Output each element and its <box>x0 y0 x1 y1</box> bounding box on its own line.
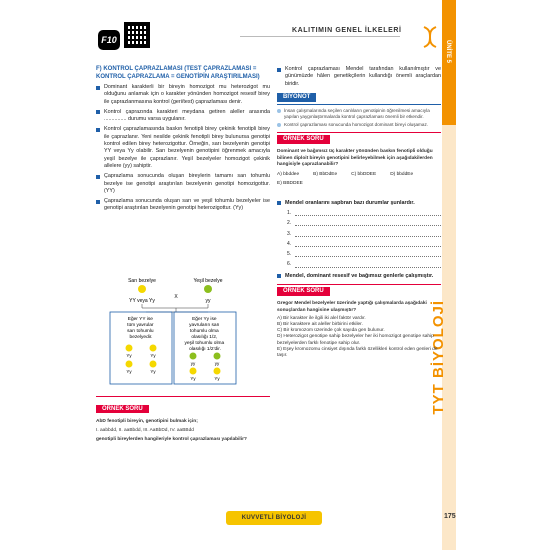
example-tag: ÖRNEK SORU <box>96 405 149 413</box>
bullet-mendel: Kontrol çaprazlaması Mendel tarafından kullanılmıştır ve günümüzde hâlen genetikçilerin kullandığı önemli araçlardan biridir. <box>277 66 441 88</box>
task-mendel-genes: Mendel, dominant resesif ve bağımsız genlerle çalışmıştır. <box>277 273 441 280</box>
unit-label: ÜNİTE 5 <box>445 40 451 64</box>
option-c[interactable]: C) Bir kromozom üzerinde çok sayıda gen bulunur. <box>277 328 385 334</box>
answer-line[interactable]: 3. <box>287 231 441 238</box>
answer-line[interactable]: 6. <box>287 261 441 268</box>
option-e[interactable]: E) BBDDEE <box>277 181 303 187</box>
option-c[interactable]: C) bbDDEE <box>351 172 377 178</box>
svg-text:yy: yy <box>214 361 220 366</box>
svg-text:Yy: Yy <box>190 376 196 381</box>
answer-line[interactable]: 2. <box>287 220 441 227</box>
biyonot-header <box>277 91 441 105</box>
page-number: 175 <box>444 513 456 520</box>
page-title: KALITIMIN GENEL İLKELERİ <box>292 27 402 34</box>
example-tag: ÖRNEK SORU <box>277 135 330 144</box>
dna-icon <box>420 26 440 48</box>
answer-options <box>277 316 441 359</box>
option-d[interactable]: D) bbddEe <box>390 172 414 178</box>
example-header <box>96 396 270 415</box>
left-column <box>96 66 270 216</box>
cross-symbol: X <box>174 294 178 300</box>
svg-text:Yy: Yy <box>150 353 156 358</box>
header-rule <box>240 36 400 37</box>
parent1-genotype: YY veya Yy <box>129 298 155 304</box>
question-options: I. aabbdd, II. aaBbdd, III. AaBbDd, IV. aaBBdd <box>96 428 194 434</box>
bullet-homozygous: Çaprazlama sonucunda oluşan bireylerin tamamı sarı tohumlu bezelye ise genotipi araştırılan bezelyenin genotipi homozigottur. (YY) <box>96 173 270 195</box>
left-example <box>96 392 270 444</box>
green-pea-icon <box>204 285 212 293</box>
qr-code-icon[interactable] <box>124 22 150 48</box>
svg-text:Yy: Yy <box>214 376 220 381</box>
option-b[interactable]: B) BbDdEe <box>313 172 338 178</box>
footer-brand: KUVVETLİ BİYOLOJİ <box>226 511 322 525</box>
option-a[interactable]: A) Bir karakter ile ilgili iki alel faktör vardır. <box>277 315 366 321</box>
example-header <box>277 132 441 146</box>
box2-text: Eğer Yy ise yavruların sarı tohumlu olma olasılığı 1/2, yeşil tohumlu olma olasılığı 1/2'dir. <box>184 317 225 352</box>
example-header <box>277 284 441 298</box>
svg-text:Yy: Yy <box>126 353 132 358</box>
biyonot-tag: BİYONOT <box>277 93 316 102</box>
answer-line[interactable]: 4. <box>287 241 441 248</box>
task-mendel-deviations: Mendel oranlarını sapbran bazı durumlar şunlardır. <box>277 200 441 207</box>
question-prompt: genotipli bireylerden hangileriyle kontrol çaprazlaması yapılabilir? <box>96 437 247 443</box>
example-tag: ÖRNEK SORU <box>277 287 330 296</box>
svg-text:yy: yy <box>190 361 196 366</box>
parent2-genotype: yy <box>205 298 211 304</box>
question-stem: Gregor Mendel bezelyeler üzerinde yaptığı çalışmalarda aşağıdaki sonuçlardan hangisine ulaşmıştır? <box>277 301 427 313</box>
option-d[interactable]: D) Heterozigot genotipe sahip bezelyeler her iki homozigot genotipe sahip bezelyelerden farklı fenotipe sahip olur. <box>277 334 434 346</box>
parent1-label: Sarı bezelye <box>128 278 156 284</box>
yellow-pea-icon <box>138 285 146 293</box>
option-e[interactable]: E) Eşey kromozomu cinsiyet dışında farklı özellikleri kontrol eden genleri de taşır. <box>277 346 438 358</box>
offspring-mixed-peas <box>190 353 221 382</box>
bullet-method: Kontrol çaprazlamasında baskın fenotipli birey çekinik fenotipli birey ile çaprazlanır. Yeni nesilde çekinik fenotipli birey bulunursa genotipi kontrol edilen birey heterozigottur. Örneğin, sarı bezelyenin genotipi YY veya Yy olabilir. Sarı bezelyenin genotipini öğrenmek amacıyla yeşil bezelye ile çaprazlanır. Yeşil bezelyeler homozigot çekinik allelere (yy) sahiptir. <box>96 126 270 170</box>
note-item: İnsan çalışmalarında seçilen canlıların genotipinin öğrenilmesi amacıyla yapılan yaygınlaştırmalarda kontrol çaprazlaması önemli bir etkendir. <box>277 108 441 120</box>
bullet-definition: Dominant karakterli bir bireyin homozigot mu heterozigot mu olduğunu anlamak için o karakter yönünden homozigot resesif birey ile çaprazlanmasına kontrol (geri/test) çaprazlaması denir. <box>96 84 270 106</box>
bullet-condition: Kontrol çaprazında karakteri meydana getiren aleller arasında ............... durumu varsa uygulanır. <box>96 109 270 124</box>
parent2-label: Yeşil bezelye <box>193 278 223 284</box>
note-item: Kontrol çaprazlaması sonucunda homozigot dominant bireyi oluşamaz. <box>277 122 441 128</box>
bullet-heterozygous: Çaprazlama sonucunda oluşan sarı ve yeşil tohumlu bezelyeler ise genotipi araştırılan bezelyenin genotipi heterozigottur. (Yy) <box>96 198 270 213</box>
question-stem: Dominant ve bağımsız üç karakter yönünden baskın fenotipli olduğu bilinen diploit bireyin genotipini belirleyebilmek için aşağıdakilerden hangisiyle çaprazlanabilir? <box>277 149 433 167</box>
cross-diagram <box>96 276 270 386</box>
option-a[interactable]: A) bbddee <box>277 172 300 178</box>
answer-line[interactable]: 1. <box>287 210 441 217</box>
svg-text:Yy: Yy <box>126 369 132 374</box>
publisher-logo: F10 <box>98 30 120 50</box>
offspring-yellow-peas <box>126 345 157 375</box>
question-stem: AbD fenotipli bireyin, genotipini bulmak için; <box>96 419 198 424</box>
box1-text: Eğer YY ise tüm yavrular sarı tohumlu bezelyedir. <box>127 317 154 340</box>
section-title: F) KONTROL ÇAPRAZLAMASI (TEST ÇAPRAZLAMASI = KONTROL ÇAPRAZLAMA = GENOTİPİN ARAŞTIRILMASI) <box>96 66 260 80</box>
subject-label: TYT BİYOLOJİ <box>430 300 447 415</box>
answer-options <box>277 171 441 188</box>
option-b[interactable]: B) Bir karaktere ait aleller birbirini etkiler. <box>277 321 363 327</box>
answer-line[interactable]: 5. <box>287 251 441 258</box>
right-column <box>277 66 441 359</box>
svg-text:Yy: Yy <box>150 369 156 374</box>
